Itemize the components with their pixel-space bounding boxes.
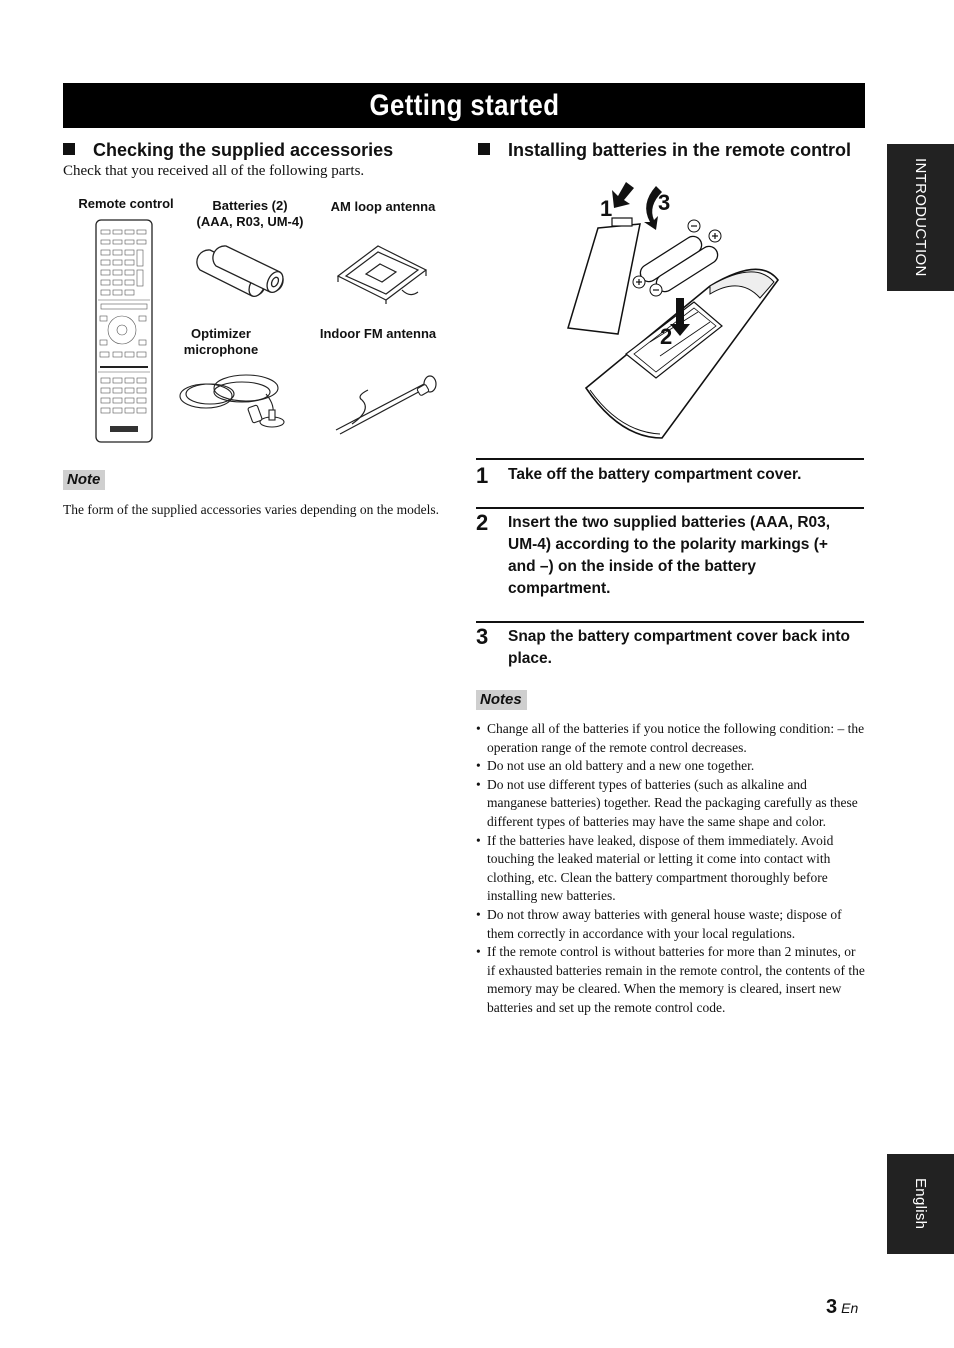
- step-divider: [476, 507, 864, 509]
- notes-list: [476, 720, 866, 1018]
- list-item: • Do not use different types of batteries (such as alkaline and manganese batteries) together. Read the packaging carefully as these different types of batteries may have the same shape and color.: [476, 776, 866, 832]
- note-label: Note: [63, 470, 105, 490]
- batteries-heading: Installing batteries in the remote control: [478, 140, 851, 161]
- list-item: • If the remote control is without batteries for more than 2 minutes, or if exhausted batteries remain in the remote control, the contents of the memory may be cleared. When the memory is cleared, insert new batteries and set up the remote control code.: [476, 943, 866, 1017]
- indoor-fm-antenna-label: Indoor FM antenna: [319, 326, 437, 341]
- callout-1: 1: [600, 196, 613, 221]
- step-2-number: 2: [476, 510, 489, 535]
- step-3-number: 3: [476, 624, 489, 649]
- page-title-bar: [63, 83, 865, 128]
- step-2-text: Insert the two supplied batteries (AAA, R03, UM-4) according to the polarity markings (+ and –) on the inside of the battery compartment.: [508, 514, 831, 597]
- notes-label: Notes: [476, 690, 527, 710]
- list-item: • Do not throw away batteries with general house waste; dispose of them correctly in accordance with your local regulations.: [476, 906, 866, 943]
- square-bullet-icon: [478, 143, 490, 155]
- am-loop-antenna-label: AM loop antenna: [330, 199, 436, 214]
- step-3-text: Snap the battery compartment cover back into place.: [508, 628, 850, 667]
- remote-control-illustration: [94, 218, 154, 444]
- page-title: Getting started: [369, 88, 559, 122]
- accessories-heading: Checking the supplied accessories: [63, 140, 393, 161]
- batteries-label: Batteries (2) (AAA, R03, UM-4): [196, 198, 304, 229]
- callout-2: 2: [660, 324, 673, 349]
- section-tab-introduction: INTRODUCTION: [887, 144, 954, 291]
- note-text: The form of the supplied accessories varies depending on the models.: [63, 502, 440, 517]
- batteries-illustration: [196, 242, 292, 306]
- list-item: • If the batteries have leaked, dispose of them immediately. Avoid touching the leaked material or letting it come into contact with clothing, etc. Clean the battery compartment thoroughly before installing new batteries.: [476, 832, 866, 906]
- step-1-text: Take off the battery compartment cover.: [508, 466, 802, 483]
- square-bullet-icon: [63, 143, 75, 155]
- callout-3: 3: [658, 190, 671, 215]
- battery-installation-illustration: [560, 176, 785, 440]
- page-number: 3 En: [826, 1296, 859, 1318]
- step-1-number: 1: [476, 463, 489, 488]
- language-tab-english: English: [887, 1154, 954, 1254]
- remote-control-label: Remote control: [78, 196, 174, 211]
- step-divider: [476, 621, 864, 623]
- optimizer-microphone-illustration: [176, 366, 288, 432]
- optimizer-microphone-label: Optimizer microphone: [183, 326, 259, 357]
- indoor-fm-antenna-illustration: [332, 370, 442, 436]
- step-divider: [476, 458, 864, 460]
- accessories-intro: Check that you received all of the following parts.: [63, 163, 365, 179]
- am-loop-antenna-illustration: [332, 240, 432, 306]
- list-item: • Change all of the batteries if you notice the following condition: – the operation range of the remote control decreases.: [476, 720, 866, 757]
- list-item: • Do not use an old battery and a new one together.: [476, 757, 866, 776]
